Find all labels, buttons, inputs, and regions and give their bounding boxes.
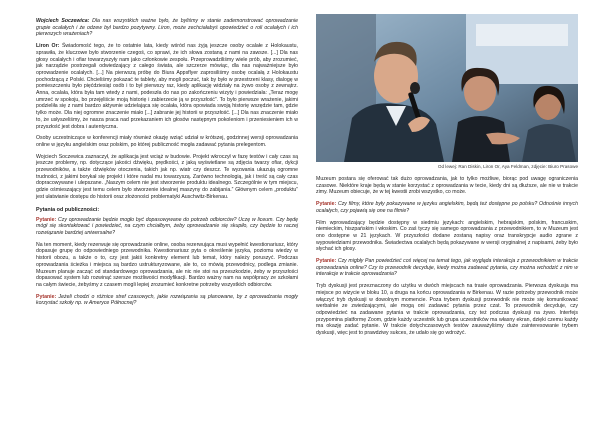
question-text: Czy migbły Pan powiedzieć coś więcej na temat tego, jak wygląda interakcja z przewodnikiem w trakcie oprowadzania online? Czy to przewodnik decyduje, kiedy można zadawać pytania, czy można wchodzić z nim w interakcje w trakcie oprowadzania?	[316, 258, 578, 278]
paragraph: Muzeum postara się oferować tak dużo oprowadzania, jak to tylko możliwe, biorąc pod uwagę ograniczenia czasowe. Niektóre kraje będą w stanie korzystać z oprowadzania w tecie, kiedy dni są dłuższe, ale nie w trakcie zimy. Muzeum obiecuje, że w tej kwestii zrobi wszystko, co może.	[316, 176, 578, 196]
paragraph: Tryb dyskusji jest przeznaczony do użytku w dwóch miejscach na trasie oprowadzania. Pierwsza dyskusja ma miejsce po wizycie w bloku 10, a druga na końcu oprowadzania w Birkenau. W razie potrzeby przewodnik może włączyć tryb dyskusji w dowolnym momencie. Poza trybem dyskusji przewodnik nie może się komunikować werbalnie ze zwiedzającymi, ale mogą oni zadawać pytania przez czat. To przewodnik decyduje, czy odpowiedzieć na zadawane pytania w trakcie oprowadzania, czy też podczas dyskusji na żywo. Interfejs przypomina platformę Zoom, gdzie każdy uczestnik lub grupa uczestników ma własny ekran, dzięki czemu każdy ma okazję zadać pytanie. W trakcie dotychczasowych testów zauważyliśmy duże zainteresowanie trybem dyskusji, więc jest to prawdziwy sukces, że udało się go wdrożyć.	[316, 283, 578, 337]
question-text: Czy oprowadzanie będzie mogło być dopasowywane do potrzeb odbiorców? Uczę w liceum. Czy będę mógł się skontaktować i powiedzieć, na czym chciałbym, żeby oprowadzanie się skupiło, czy będzie to raczej rozwiązanie bardziej uniwersalne?	[36, 216, 298, 236]
left-column	[36, 18, 298, 312]
question-label: Pytanie:	[316, 258, 337, 265]
question-text: Czy filmy, które były pokazywane w języku angielskim, będą też dostępne po polsku? Odnośnie innych ocalałych, czy pojawią się one na filmie?	[316, 201, 578, 214]
question-label: Pytanie:	[36, 216, 57, 223]
audience-question	[36, 294, 298, 307]
audience-question	[316, 201, 578, 214]
question-label: Pytanie:	[36, 293, 57, 300]
question-text: Jeżeli chodzi o różnice stref czasowych, jakie rozwiązania są planowane, by z oprowadzania mogły korzystać szkoły np. w Ameryce Północnej?	[36, 293, 298, 307]
photo-caption: Od lewej: Ran Diskin, Liron Or, Aya Feldman, zdjęcie: Biuro Prasowe	[437, 164, 578, 169]
photo-illustration	[316, 14, 578, 162]
paragraph: Film wprowadzający będzie dostępny w siedmiu językach: angielskim, hebrajskim, polskim, francuskim, niemieckim, hiszpańskim i włoskim. Co zaś tyczy się samego oprowadzania z przewodnikiem, to w Muzeum jest ono dostępne w 21 językach. W przyszłości dodane zostaną napisy oraz transkrypcje audio zgrane z wypowiedziami przewodnika. Świadectwa ocalałych będą pokazywane w wersji oryginalnej z napisami, żeby było słychać ich głosy.	[316, 219, 578, 253]
section-title: Pytania od publiczności:	[36, 206, 100, 213]
paragraph: Wojciech Soczewica zaznaczył, że aplikacja jest wciąż w budowie. Projekt wkroczył w fazę testów i cały czas są jeszcze problemy, np. dotyczące jakości dźwięku, prędkości, z jaką wyświetlane są zdjęcia twarzy ofiar, dykcji przewodników, a także dźwięków otoczenia, takich jak np. wiatr czy deszcz. Te wyzwania ukazują ogromne trudności, z jakimi borykał się projekt i które nadal mu towarzyszą. Zarówno technologią, jak i treść są cały czas dopracowywane i ulepszane. „Naszym celem nie jest stworzenie produktu idealnego. Szczególnie w tym miejscu, gdzie ośmieszający jest temu celem było stworzenie idealnej maszyny do zabijania.” Głównym celem „produktu” jest ułatwianie dostępu do historii oraz złożoności problematyki Auschwitz-Birkenau.	[36, 153, 298, 200]
liron-answer	[36, 43, 298, 130]
audience-question	[316, 258, 578, 278]
question-text: Dla nas wszystkich ważne było, że byliśmy w stanie zademonstrować oprowadzanie grupie ocalałych i że odzew był bardzo pozytywny. Liron, może zechciałabyś opowiedzieć o roli ocalałych i ich pierwszych wrażeniach?	[36, 18, 298, 38]
paragraph: Osoby uczestniczące w konferencji miały również okazję wziąć udział w krótszej, godzinnej wersji oprowadzania online w języku angielskim oraz polskim, po której publiczność mogła zadawać pytania prelegentom.	[36, 135, 298, 148]
audience-question	[36, 217, 298, 237]
paragraph: Na ten moment, kiedy rezerwuje się oprowadzanie online, osoba rezerwująca musi wypełnić kwestionariusz, który dopasuje grupę do odpowiedniego przewodnika. Kwestionariusz pyta o określenie języka, poziomu wiedzy w historii obozu, a także o to, czy jest jakiś konkretny element lub temat, który należy poruszyć. Podczas oprowadzania ścieżka i miejsca są bardzo ustrukturyzowane, ale to, co mówią przewodnicy, podlega zmianie. Muzeum planuje zacząć od standardowego oprowadzania, ale nic nie stoi na przeszkodzie, żeby w przyszłości dopasować system lub rozwinąć szersze możliwości modyfikacji. Bardzo ważny nam na współpracy ze szkołami na całym świecie, żebyśmy z czasem mogli lepiej zrozumieć konkretne potrzeby wszystkich odbiorców.	[36, 241, 298, 288]
speaker-label: Liron Or:	[36, 43, 60, 50]
question-label: Pytanie:	[316, 201, 337, 208]
right-column	[316, 14, 578, 342]
intro-question	[36, 18, 298, 38]
conference-photo	[316, 14, 578, 162]
answer-text: Świadomość tego, że to ostatnie lata, kiedy wśród nas żyją jeszcze osoby ocalałe z Holokaustu, sprawiła, że kluczowe było stworzenie czegoś, co sprawi, że ich słowa zostaną z nami na zawsze. [...] Dla nas głosy ocalałych i ofiar towarzyszyły nam jako członkowie zespołu. Przeprowadziliśmy wiele prób, aby zrozumieć, jak narządzie postrzegali odwiedzający z całego świata, ale szczerze mówiąc, dla nas najważniejsze było oprowadzenie ocalałych. [...] Na pierwszą próbę do Biura Appsflyer zaprosiliśmy osobę ocalałą z Holokaustu pochodzącą z Polski. Chcieliśmy pokazać te tablety, aby mogli poczuć, tak by było w przestrzeni klasy, dialogę w pomieszczeniu było pięćdziesiąt osób i to był pierwszy raz, kiedy aplikację widziały na żywo osoby z zewnątrz. Anna, ocalała, która była tam wtedy z nami, podeszła do nas po zakończeniu wizyty i powiedziała: „Teraz mogę umrzeć w spokoju, bo przejęliście moją historię i zabierzecie ją w przyszłość”. To było pierwsze wrażenie, jakimi podzieliła się z nami bardzo aktywnie udzielająca się ocalała, która opowiada swoją historię wszędzie tam, gdzie tylko może. Dla niej ogromne znaczenie miało [...] zabranie jej historii w przyszłość. [...] Dla nas znaczenie miało to, że usłyszeliśmy, że nasza praca nad przekazaniem ich głosów następnym pokoleniom i przeniesieniem ich w przyszłość jest dobra i autentyczna.	[36, 43, 298, 130]
speaker-label: Wojciech Soczewica:	[36, 18, 90, 24]
